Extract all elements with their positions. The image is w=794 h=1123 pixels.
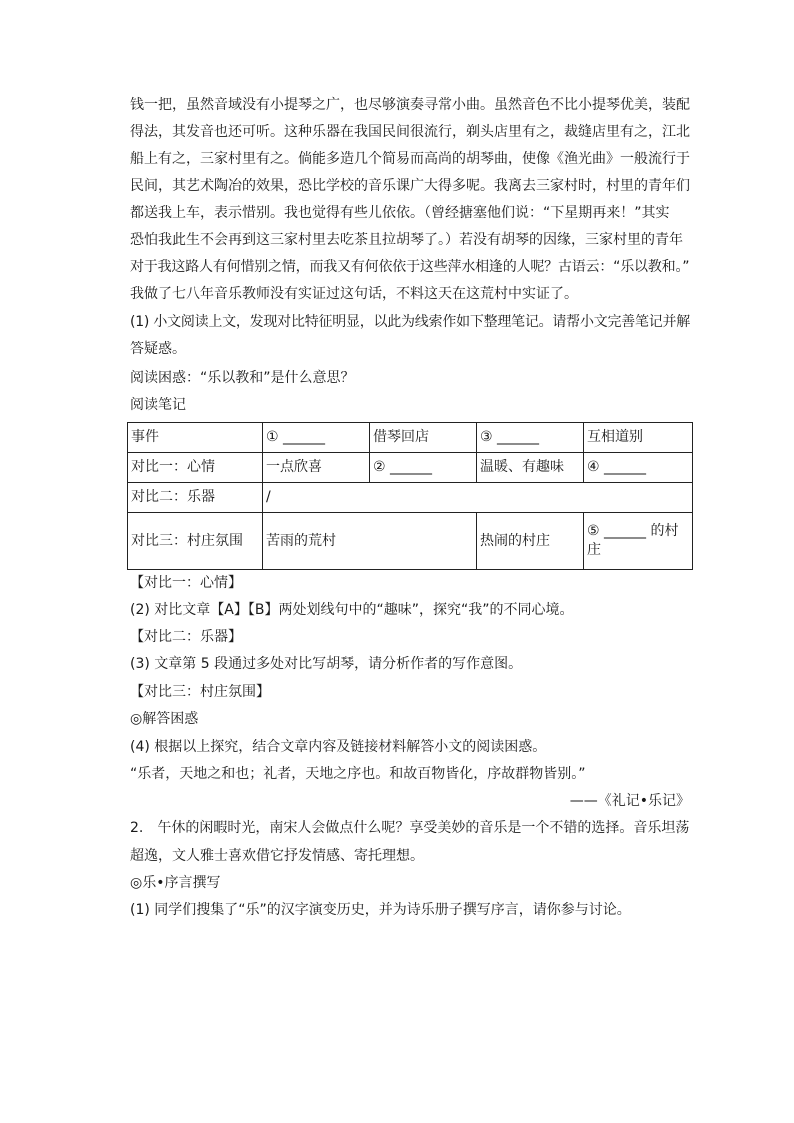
- table-row: [128, 453, 693, 483]
- reading-confusion: 阅读困惑：“乐以教和”是什么意思？: [130, 370, 355, 386]
- blank-1-cell[interactable]: ① ______: [263, 423, 370, 453]
- table-cell: 对比一：心情: [128, 453, 263, 483]
- table-cell: 热闹的村庄: [477, 513, 584, 570]
- paragraph-line: 得法，其发音也还可听。这种乐器在我国民间很流行，剃头店里有之，裁缝店里有之，江北: [130, 124, 690, 140]
- paragraph-line: 民间，其艺术陶冶的效果，恐比学校的音乐课广大得多呢。我离去三家村时，村里的青年们: [130, 178, 690, 194]
- paragraph-line: 我做了七八年音乐教师没有实证过这句话，不料这天在这荒村中实证了。: [130, 286, 578, 302]
- section-heading: 【对比三：村庄氛围】: [130, 684, 270, 700]
- quotation: “乐者，天地之和也；礼者，天地之序也。和故百物皆化，序故群物皆别。”: [130, 766, 586, 782]
- section-heading: 【对比一：心情】: [130, 575, 242, 591]
- paragraph-line: 都送我上车，表示惜别。我也觉得有些儿依依。（曾经搪塞他们说：“下星期再来！”其实: [130, 205, 670, 221]
- question-2-line: 超逸，文人雅士喜欢借它抒发情感、寄托理想。: [130, 848, 424, 864]
- paragraph-line: 恐怕我此生不会再到这三家村里去吃茶且拉胡琴了。）若没有胡琴的因缘，三家村里的青年: [130, 232, 683, 248]
- question-2-sub: (1) 同学们搜集了“乐”的汉字演变历史，并为诗乐册子撰写序言，请你参与讨论。: [130, 902, 631, 918]
- table-row: [128, 513, 693, 570]
- question-2-line: 2. 午休的闲暇时光，南宋人会做点什么呢？享受美妙的音乐是一个不错的选择。音乐坦荡: [130, 820, 690, 836]
- notes-title: 阅读笔记: [130, 397, 186, 413]
- blank-2-cell[interactable]: ② ______: [370, 453, 477, 483]
- paragraph-line: 船上有之，三家村里有之。倘能多造几个简易而高尚的胡琴曲，使像《渔光曲》一般流行于: [130, 151, 690, 167]
- question-1-line: (1) 小文阅读上文，发现对比特征明显，以此为线索作如下整理笔记。请帮小文完善笔记并解: [130, 314, 691, 330]
- paragraph-line: 对于我这路人有何惜别之情，而我又有何依依于这些萍水相逢的人呢？古语云：“乐以教和。”: [130, 259, 690, 275]
- blank-4-cell[interactable]: ④ ______: [584, 453, 693, 483]
- paragraph-line: 钱一把，虽然音域没有小提琴之广，也尽够演奏寻常小曲。虽然音色不比小提琴优美，装配: [130, 97, 690, 113]
- section-heading: ◎解答困惑: [130, 711, 199, 727]
- table-cell: /: [263, 483, 693, 513]
- table-cell: 事件: [128, 423, 263, 453]
- question-4: (4) 根据以上探究，结合文章内容及链接材料解答小文的阅读困惑。: [130, 739, 547, 755]
- section-heading: 【对比二：乐器】: [130, 629, 242, 645]
- table-cell: 对比二：乐器: [128, 483, 263, 513]
- question-3: (3) 文章第 5 段通过多处对比写胡琴，请分析作者的写作意图。: [130, 656, 523, 672]
- table-cell: 苦雨的荒村: [263, 513, 477, 570]
- citation: ——《礼记•乐记》: [569, 793, 690, 809]
- reading-notes-table: [127, 422, 693, 570]
- table-cell: 借琴回店: [370, 423, 477, 453]
- question-2: (2) 对比文章【A】【B】两处划线句中的“趣味”，探究“我”的不同心境。: [130, 602, 574, 618]
- table-cell: 对比三：村庄氛围: [128, 513, 263, 570]
- table-row: [128, 483, 693, 513]
- section-heading: ◎乐•序言撰写: [130, 875, 221, 891]
- table-cell: 一点欣喜: [263, 453, 370, 483]
- table-cell: 温暖、有趣味: [477, 453, 584, 483]
- table-row: [128, 423, 693, 453]
- blank-5-cell[interactable]: ⑤ ______ 的村庄: [584, 513, 693, 570]
- question-1-line: 答疑惑。: [130, 341, 186, 357]
- table-cell: 互相道别: [584, 423, 693, 453]
- blank-3-cell[interactable]: ③ ______: [477, 423, 584, 453]
